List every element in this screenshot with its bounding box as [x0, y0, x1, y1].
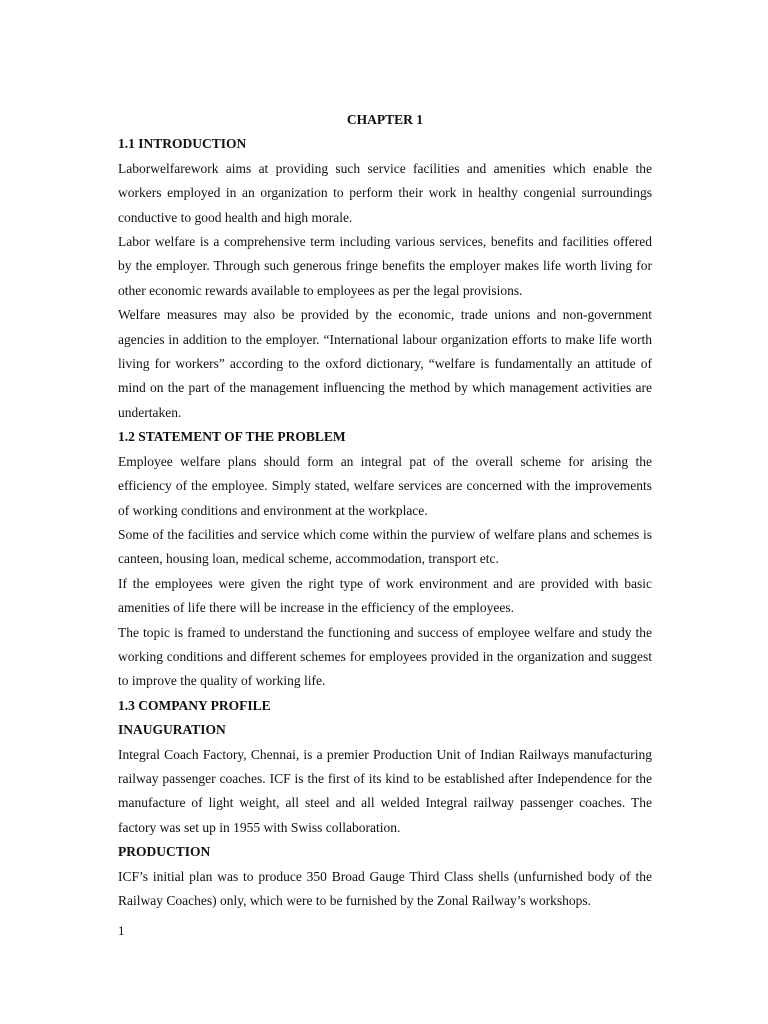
section-heading-introduction: 1.1 INTRODUCTION — [118, 136, 247, 152]
paragraph: Some of the facilities and service which come within the purview of welfare plans and schemes is canteen, housing loan, medical scheme, accommodation, transport etc. — [118, 526, 652, 567]
page-content — [118, 108, 652, 913]
paragraph: Labor welfare is a comprehensive term including various services, benefits and facilities offered by the employer. Through such generous fringe benefits the employer makes life worth living for other economic rewards available to employees as per the legal provisions. — [118, 234, 652, 298]
paragraph: If the employees were given the right type of work environment and are provided with basic amenities of life there will be increase in the efficiency of the employees. — [118, 575, 652, 616]
section-heading-problem: 1.2 STATEMENT OF THE PROBLEM — [118, 429, 346, 445]
subheading-production: PRODUCTION — [118, 844, 211, 860]
paragraph: Welfare measures may also be provided by the economic, trade unions and non-government agencies in addition to the employer. “International labour organization efforts to make life worth living for workers” according to the oxford dictionary, “welfare is fundamentally an attitude of mind on the part of the management influencing the method by which management activities are undertaken. — [118, 307, 652, 420]
chapter-title: CHAPTER 1 — [346, 112, 424, 127]
subheading-inauguration: INAUGURATION — [118, 722, 226, 738]
paragraph: Laborwelfarework aims at providing such service facilities and amenities which enable the workers employed in an organization to perform their work in healthy congenial surroundings conductive to good health and high morale. — [118, 160, 652, 225]
paragraph: The topic is framed to understand the functioning and success of employee welfare and study the working conditions and different schemes for employees provided in the organization and suggest to improve the quality of working life. — [118, 624, 652, 689]
section-heading-company-profile: 1.3 COMPANY PROFILE — [118, 697, 271, 713]
page-number: 1 — [118, 923, 125, 938]
paragraph: ICF’s initial plan was to produce 350 Broad Gauge Third Class shells (unfurnished body of the Railway Coaches) only, which were to be furnished by the Zonal Railway’s workshops. — [118, 868, 652, 908]
paragraph: Integral Coach Factory, Chennai, is a premier Production Unit of Indian Railways manufacturing railway passenger coaches. ICF is the first of its kind to be established after Independence for the manufacture of light weight, all steel and all welded Integral railway passenger coaches. The factory was set up in 1955 with Swiss collaboration. — [118, 746, 652, 835]
paragraph: Employee welfare plans should form an integral pat of the overall scheme for arising the efficiency of the employee. Simply stated, welfare services are concerned with the improvements of working conditions and environment at the workplace. — [118, 453, 652, 518]
